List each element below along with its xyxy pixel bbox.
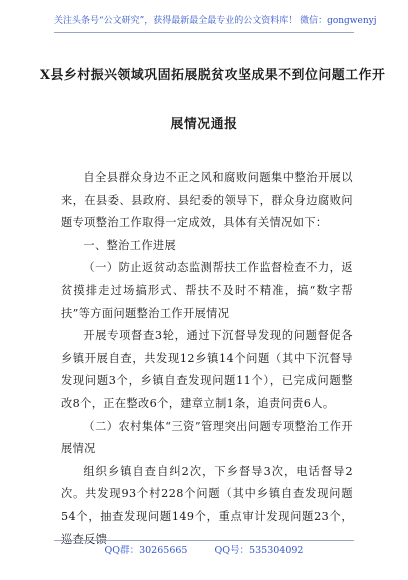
document-body: [61, 167, 353, 551]
document-title-line-2: 展情况通报: [170, 117, 238, 132]
body-paragraph-intro: 自全县群众身边不正之风和腐败问题集中整治开展以来，在县委、县政府、县纪委的领导下，群众身边腐败问题专项整治工作取得一定成效，具体有关情况如下：: [61, 171, 353, 230]
body-paragraph-2: 组织乡镇自查自纠2次，下乡督导3次，电话督导2次。共发现93个村228个问题（其中乡镇自查发现问题54个，抽查发现问题149个，重点审计发现问题23个，巡查反馈: [61, 464, 353, 546]
footer-qq-number: QQ号：535304092: [214, 545, 304, 556]
footer-qq-group: QQ群：30265665: [104, 545, 188, 556]
page-header: [54, 14, 377, 33]
section-heading-1: 一、整治工作进展: [83, 238, 177, 252]
document-title-line-1: X县乡村振兴领域巩固拓展脱贫攻坚成果不到位问题工作开: [40, 68, 386, 83]
header-text: 关注头条号“公文研究”，获得最新最全最专业的公文资料库！ 微信：gongwenyj: [54, 16, 377, 26]
page-footer: [54, 540, 354, 557]
subsection-heading-1: （一）防止返贫动态监测帮扶工作监督检查不力，返贫摸排走过场搞形式、帮扶不及时不精准，搞“数字帮扶”等方面问题整治工作开展情况: [61, 261, 353, 320]
body-paragraph-1: 开展专项督查3轮，通过下沉督导发现的问题督促各乡镇开展自查，共发现12乡镇14个问题（其中下沉督导发现问题3个，乡镇自查发现问题11个），已完成问题整改8个，正在整改6个，建章立制1条，追责问责6人。: [61, 329, 353, 410]
subsection-heading-2: （二）农村集体“三资”管理突出问题专项整治工作开展情况: [61, 419, 353, 456]
